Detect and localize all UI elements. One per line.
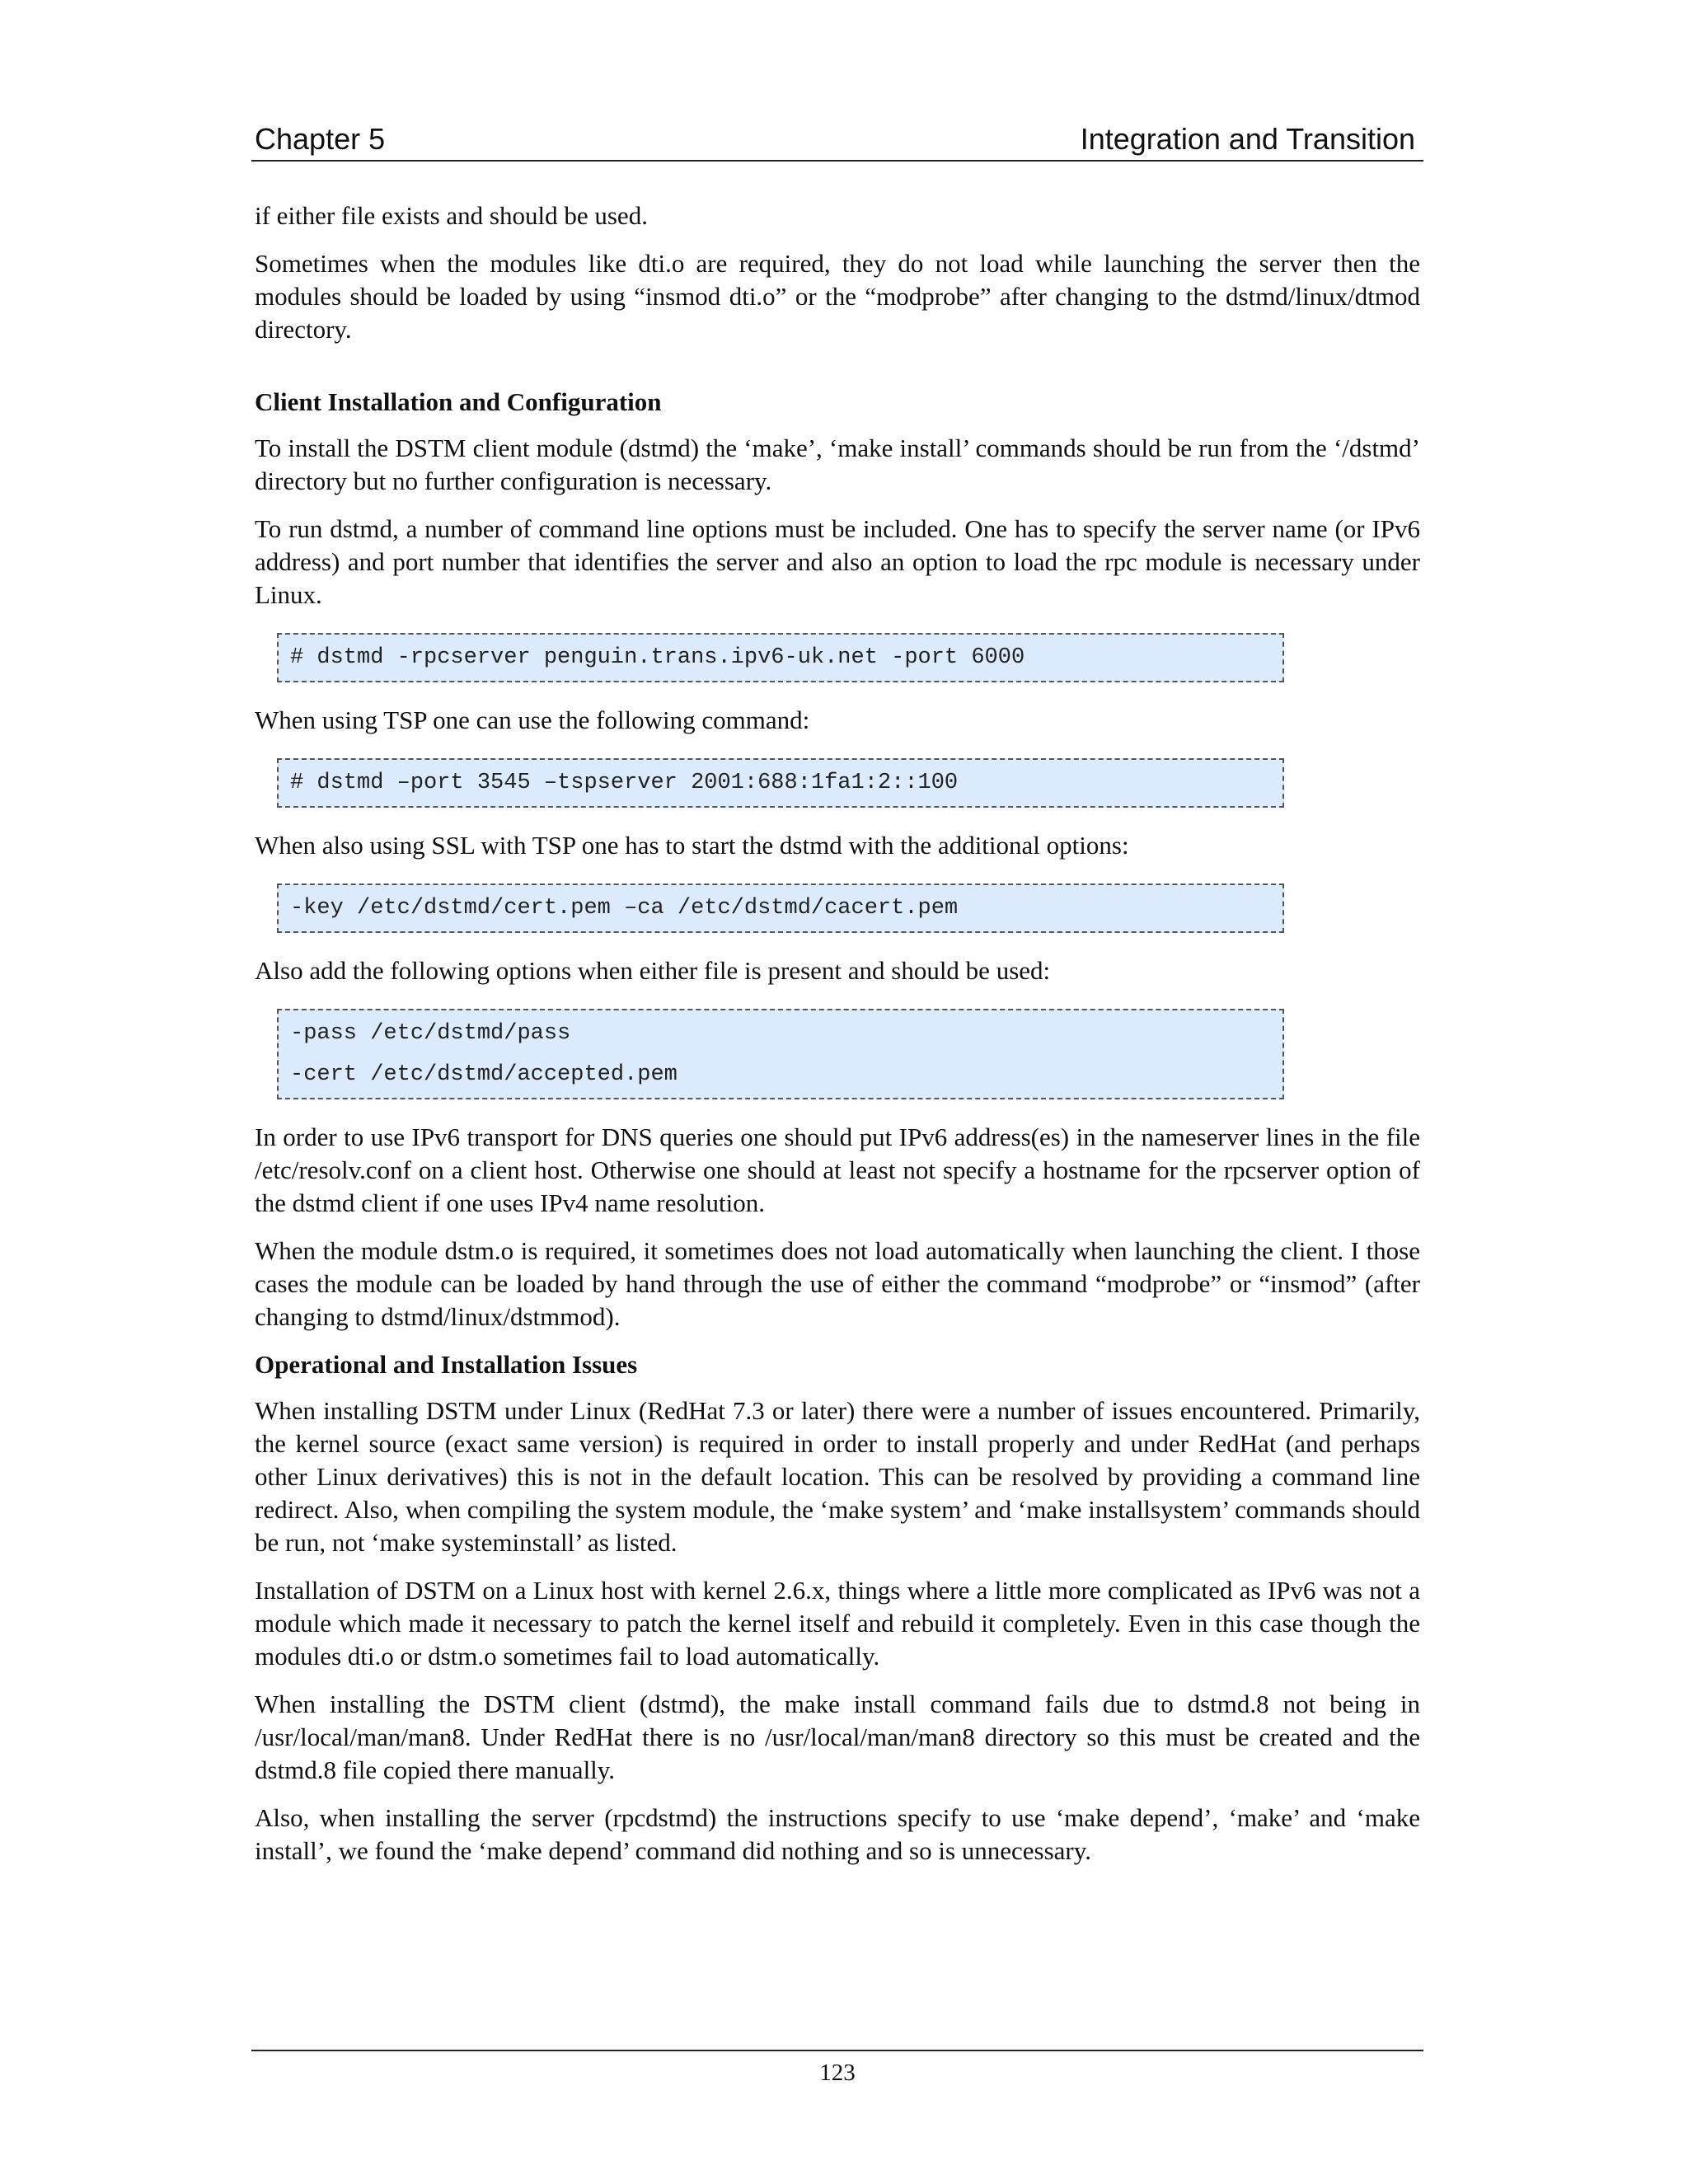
chapter-title: Integration and Transition — [1080, 122, 1415, 156]
page-number: 123 — [819, 2060, 856, 2086]
section-heading-operational-issues: Operational and Installation Issues — [255, 1350, 638, 1379]
code-line: -cert /etc/dstmd/accepted.pem — [290, 1062, 678, 1087]
section-heading-client-installation: Client Installation and Configuration — [255, 387, 662, 416]
paragraph: if either file exists and should be used. — [255, 201, 648, 230]
code-line: -pass /etc/dstmd/pass — [290, 1021, 571, 1046]
page-header — [251, 120, 1423, 162]
paragraph: Sometimes when the modules like dti.o are required, they do not load while launching the server then the modules should be loaded by using “insmod dti.o” or the “modprobe” after changing to the dstmd/linux/dtmod directory. — [255, 249, 1420, 344]
paragraph: Installation of DSTM on a Linux host with kernel 2.6.x, things where a little more complicated as IPv6 was not a module which made it necessary to patch the kernel itself and rebuild it completely. Even in this case though the modules dti.o or dstm.o sometimes fail to load automatically. — [255, 1576, 1420, 1671]
code-block-pass-cert-options — [277, 1009, 1284, 1099]
paragraph: To run dstmd, a number of command line options must be included. One has to specify the server name (or IPv6 address) and port number that identifies the server and also an option to load the rpc module is necessary under Linux. — [255, 514, 1420, 609]
code-line: -key /etc/dstmd/cert.pem –ca /etc/dstmd/cacert.pem — [290, 896, 959, 921]
code-block-rpcserver — [277, 633, 1284, 682]
paragraph: When also using SSL with TSP one has to start the dstmd with the additional options: — [255, 831, 1129, 860]
page-footer — [251, 2050, 1423, 2089]
paragraph: In order to use IPv6 transport for DNS queries one should put IPv6 address(es) in the nameserver lines in the file /etc/resolv.conf on a client host. Otherwise one should at least not specify a hostname for the rpcserver option of the dstmd client if one uses IPv4 name resolution. — [255, 1122, 1420, 1217]
page-body — [255, 199, 1420, 1882]
code-block-tspserver — [277, 758, 1284, 808]
code-line: # dstmd –port 3545 –tspserver 2001:688:1fa1:2::100 — [290, 771, 959, 795]
code-block-ssl-options — [277, 883, 1284, 933]
paragraph: To install the DSTM client module (dstmd) the ‘make’, ‘make install’ commands should be run from the ‘/dstmd’ directory but no further configuration is necessary. — [255, 434, 1420, 495]
paragraph: When the module dstm.o is required, it sometimes does not load automatically when launching the client. I those cases the module can be loaded by hand through the use of either the command “modprobe” or “insmod” (after changing to dstmd/linux/dstmmod). — [255, 1236, 1420, 1331]
chapter-label: Chapter 5 — [255, 122, 386, 156]
paragraph: When installing DSTM under Linux (RedHat 7.3 or later) there were a number of issues encountered. Primarily, the kernel source (exact same version) is required in order to install properly and under RedHat (and perhaps other Linux derivatives) this is not in the default location. This can be resolved by providing a command line redirect. Also, when compiling the system module, the ‘make system’ and ‘make installsystem’ commands should be run, not ‘make systeminstall’ as listed. — [255, 1396, 1420, 1557]
code-line: # dstmd -rpcserver penguin.trans.ipv6-uk.net -port 6000 — [290, 645, 1025, 670]
paragraph: When installing the DSTM client (dstmd), the make install command fails due to dstmd.8 not being in /usr/local/man/man8. Under RedHat there is no /usr/local/man/man8 directory so this must be created and the dstmd.8 file copied there manually. — [255, 1690, 1420, 1784]
paragraph: Also add the following options when either file is present and should be used: — [255, 956, 1051, 985]
paragraph: Also, when installing the server (rpcdstmd) the instructions specify to use ‘make depend’, ‘make’ and ‘make install’, we found the ‘make depend’ command did nothing and so is unnecessary. — [255, 1803, 1420, 1865]
paragraph: When using TSP one can use the following command: — [255, 705, 810, 734]
